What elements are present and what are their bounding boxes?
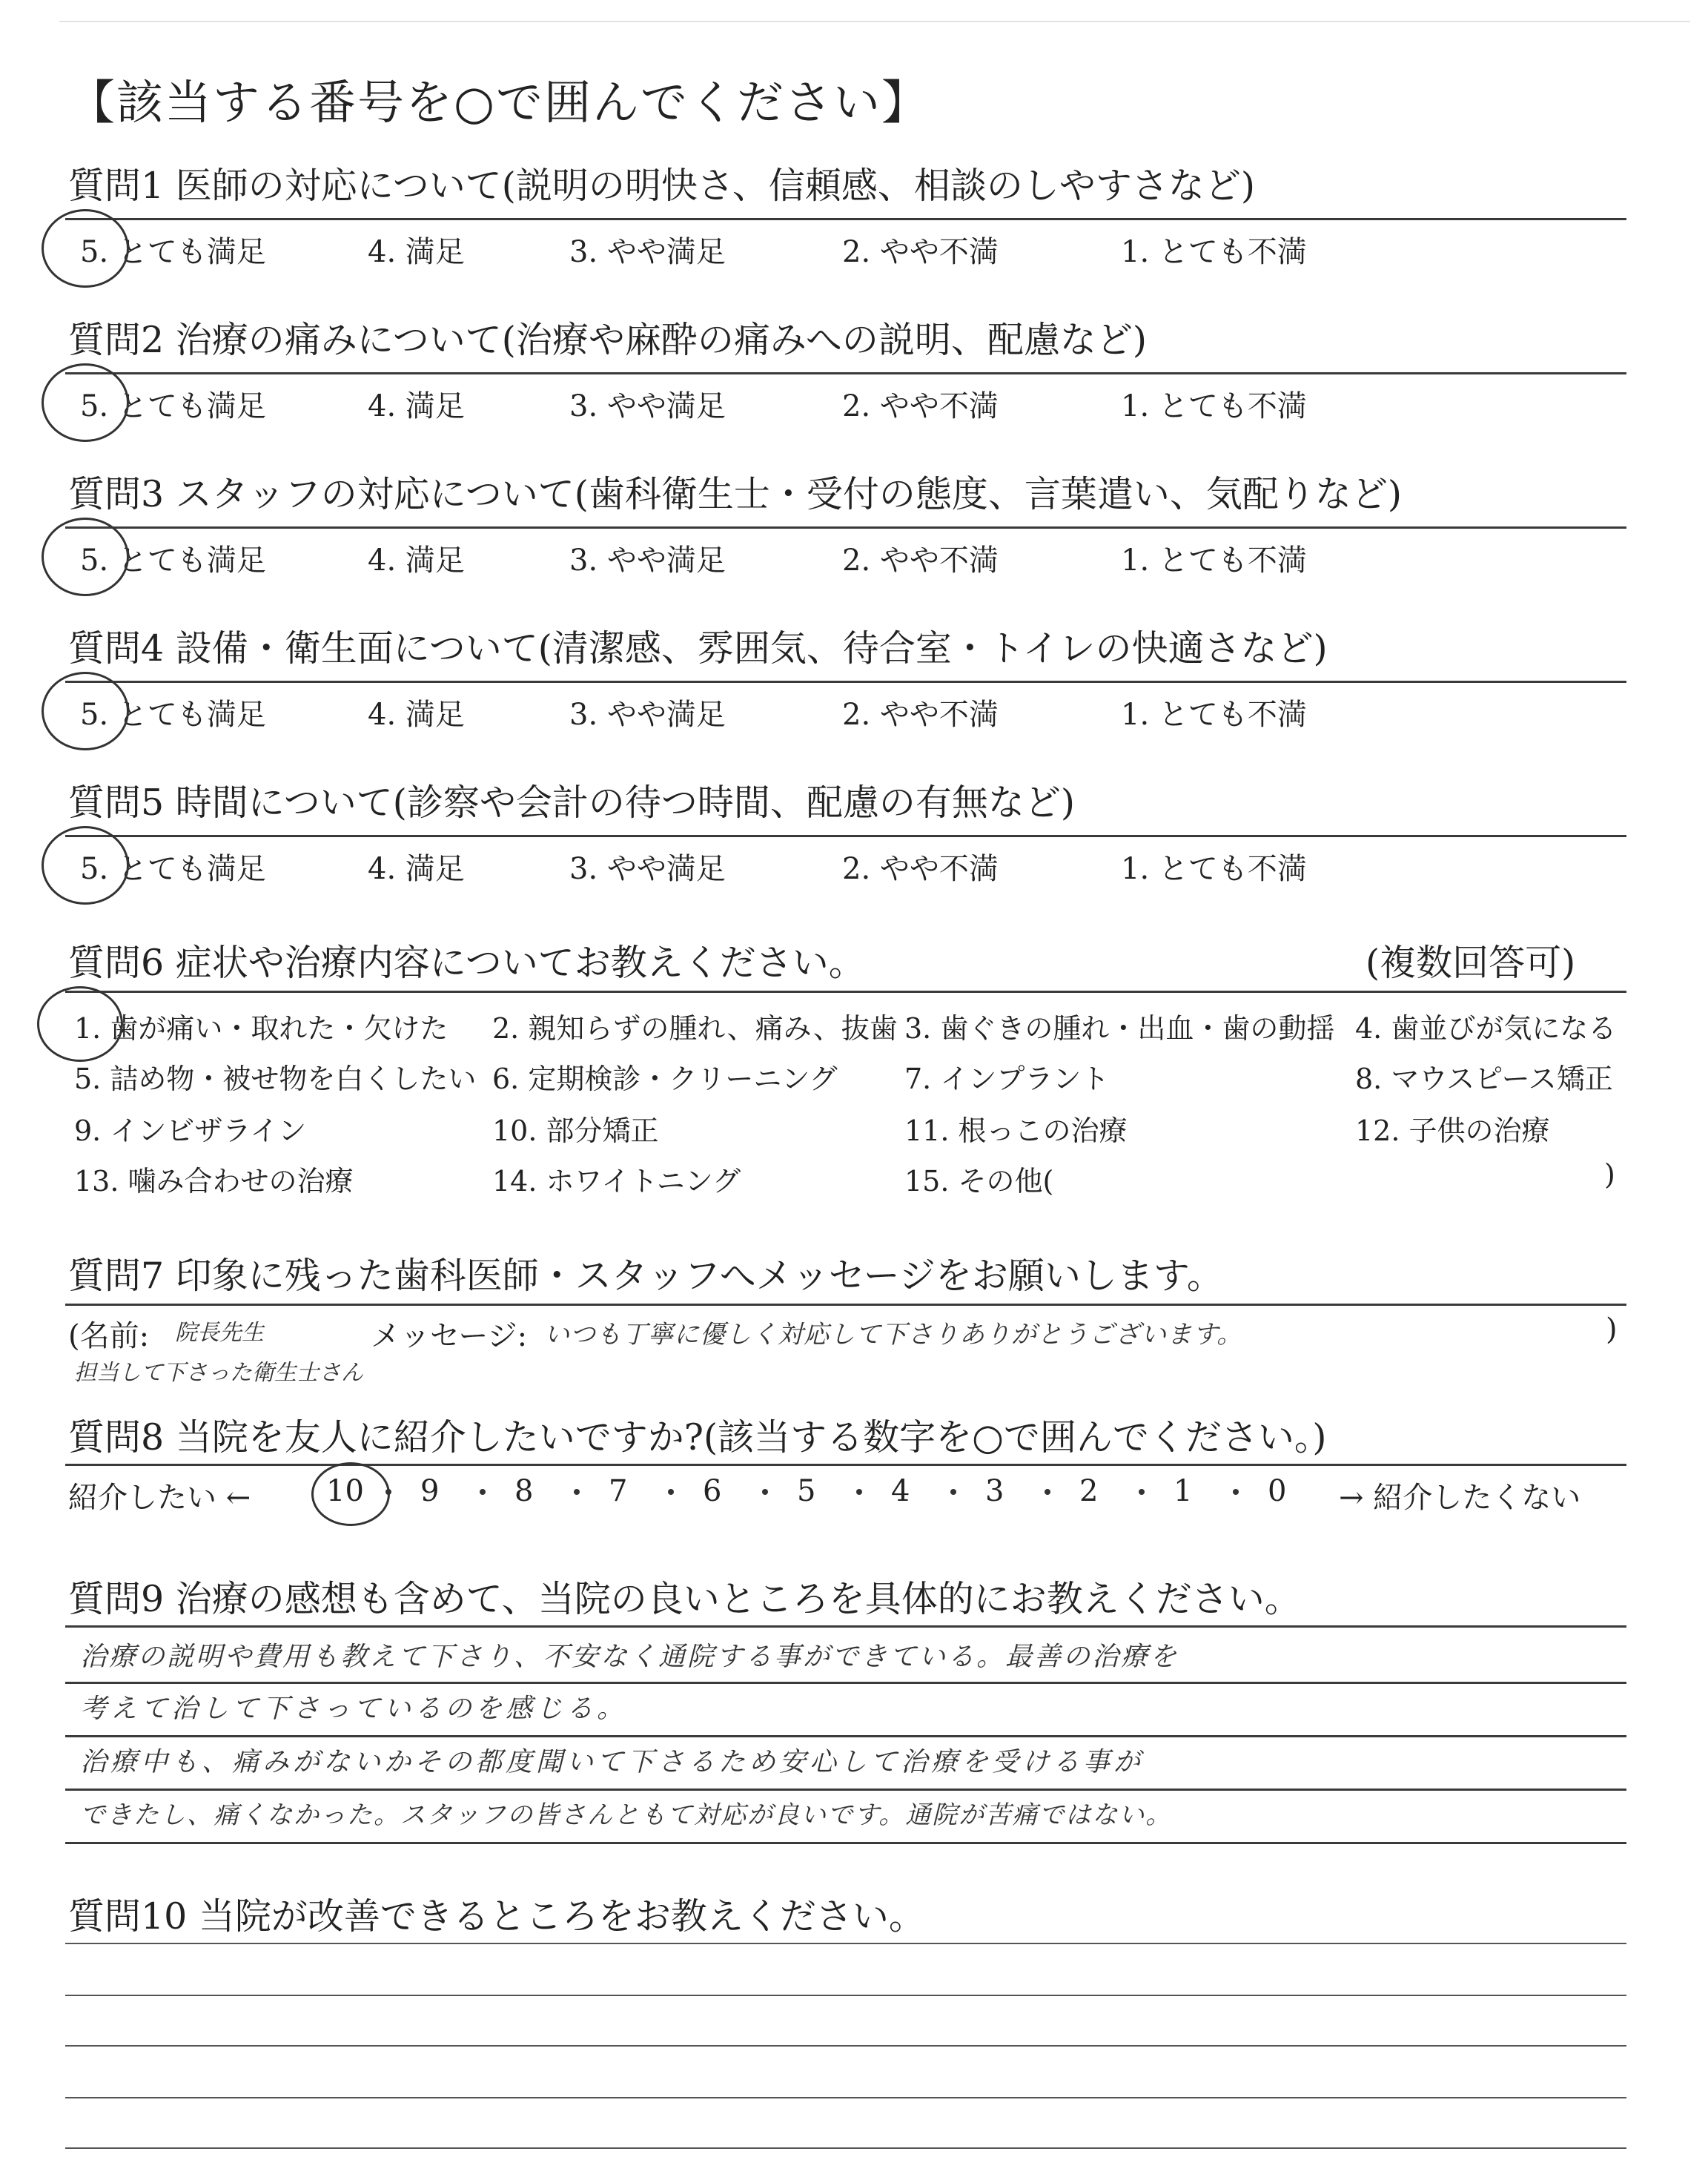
q8-title: 質問8 当院を友人に紹介したいですか?(該当する数字を○で囲んでください。) (68, 1416, 1327, 1459)
q6-option-10[interactable]: 10. 部分矯正 (492, 1114, 659, 1147)
q9-rule (65, 1682, 1626, 1684)
q1-option-4[interactable]: 4. 満足 (368, 235, 465, 269)
q8-scale-dot (762, 1489, 768, 1495)
q4-selection-circle (42, 672, 129, 750)
q3-option-2[interactable]: 2. やや不満 (842, 544, 999, 578)
q1-option-1[interactable]: 1. とても不満 (1121, 235, 1307, 269)
q9-answer-line-1[interactable]: 治療の説明や費用も教えて下さり、不安なく通院する事ができている。最善の治療を (80, 1642, 1179, 1672)
q2-option-5[interactable]: 5. とても満足 (80, 389, 266, 423)
q7-name-label: (名前: (68, 1319, 150, 1353)
page-heading: 【該当する番号を○で囲んでください】 (68, 76, 930, 130)
q9-rule (65, 1735, 1626, 1737)
q2-option-3[interactable]: 3. やや満足 (569, 389, 726, 423)
q1-option-5[interactable]: 5. とても満足 (80, 235, 266, 269)
q2-option-1[interactable]: 1. とても不満 (1121, 389, 1307, 423)
q8-scale-1[interactable]: 1 (1174, 1474, 1193, 1508)
q8-scale-9[interactable]: 9 (420, 1474, 440, 1508)
q10-rule (65, 2045, 1626, 2047)
q3-title: 質問3 スタッフの対応について(歯科衛生士・受付の態度、言葉遣い、気配りなど) (68, 473, 1403, 515)
q10-rule (65, 1943, 1626, 1944)
q9-answer-line-3[interactable]: 治療中も、痛みがないかその都度聞いて下さるため安心して治療を受ける事が (80, 1747, 1145, 1777)
q7-message-label: メッセージ: (371, 1319, 528, 1353)
q8-left-label: 紹介したい ← (68, 1481, 251, 1515)
q1-selection-circle (42, 209, 129, 288)
q4-option-4[interactable]: 4. 満足 (368, 698, 465, 732)
q6-option-15[interactable]: 15. その他( (904, 1165, 1054, 1198)
q8-selection-circle (311, 1462, 390, 1526)
q6-option-7[interactable]: 7. インプラント (904, 1063, 1110, 1095)
q8-scale-dot (856, 1489, 862, 1495)
q6-option-5[interactable]: 5. 詰め物・被せ物を白くしたい (74, 1063, 477, 1095)
q5-title: 質問5 時間について(診察や会計の待つ時間、配慮の有無など) (68, 782, 1076, 824)
q6-option-13[interactable]: 13. 噛み合わせの治療 (74, 1165, 354, 1198)
q6-selection-circle (37, 986, 123, 1062)
q8-scale-0[interactable]: 0 (1268, 1474, 1287, 1508)
q9-answer-line-4[interactable]: できたし、痛くなかった。スタッフの皆さんともて対応が良いです。通院が苦痛ではない。 (80, 1800, 1173, 1830)
q10-rule (65, 2147, 1626, 2149)
q4-rule (65, 681, 1626, 683)
q8-scale-5[interactable]: 5 (797, 1474, 816, 1508)
q6-option-4[interactable]: 4. 歯並びが気になる (1355, 1012, 1617, 1045)
q6-option-9[interactable]: 9. インビザライン (74, 1114, 307, 1147)
q8-scale-4[interactable]: 4 (891, 1474, 910, 1508)
q4-option-1[interactable]: 1. とても不満 (1121, 698, 1307, 732)
q5-option-5[interactable]: 5. とても満足 (80, 852, 266, 886)
q3-option-1[interactable]: 1. とても不満 (1121, 544, 1307, 578)
q10-rule (65, 2097, 1626, 2098)
q4-title: 質問4 設備・衛生面について(清潔感、雰囲気、待合室・トイレの快適さなど) (68, 627, 1328, 670)
q7-rule (65, 1304, 1626, 1306)
q5-option-4[interactable]: 4. 満足 (368, 852, 465, 886)
q8-scale-10[interactable]: 10 (326, 1474, 364, 1508)
q7-name-value-2[interactable]: 担当して下さった衛生士さん (74, 1360, 363, 1386)
q7-close-paren: ) (1606, 1312, 1618, 1347)
q2-selection-circle (42, 363, 129, 442)
q7-name-value[interactable]: 院長先生 (175, 1320, 264, 1346)
q2-option-2[interactable]: 2. やや不満 (842, 389, 999, 423)
q8-scale-3[interactable]: 3 (985, 1474, 1004, 1508)
q5-option-1[interactable]: 1. とても不満 (1121, 852, 1307, 886)
q8-scale-dot (574, 1489, 580, 1495)
q6-option-1[interactable]: 1. 歯が痛い・取れた・欠けた (74, 1012, 448, 1045)
q1-rule (65, 218, 1626, 220)
q6-option-6[interactable]: 6. 定期検診・クリーニング (492, 1063, 838, 1095)
q3-option-5[interactable]: 5. とても満足 (80, 544, 266, 578)
q8-scale-8[interactable]: 8 (514, 1474, 534, 1508)
q6-rule (65, 991, 1626, 993)
q6-title: 質問6 症状や治療内容についてお教えください。 (68, 942, 865, 984)
q9-answer-line-2[interactable]: 考えて治して下さっているのを感じる。 (80, 1694, 628, 1724)
q8-scale-6[interactable]: 6 (703, 1474, 722, 1508)
q6-option-2[interactable]: 2. 親知らずの腫れ、痛み、抜歯 (492, 1012, 898, 1045)
q8-scale-dot (950, 1489, 956, 1495)
q6-option-14[interactable]: 14. ホワイトニング (492, 1165, 741, 1198)
q6-option-12[interactable]: 12. 子供の治療 (1355, 1114, 1550, 1147)
q10-title: 質問10 当院が改善できるところをお教えください。 (68, 1895, 925, 1938)
q4-option-3[interactable]: 3. やや満足 (569, 698, 726, 732)
q6-other-close: ) (1604, 1158, 1615, 1191)
q9-title: 質問9 治療の感想も含めて、当院の良いところを具体的にお教えください。 (68, 1578, 1301, 1620)
q3-option-4[interactable]: 4. 満足 (368, 544, 465, 578)
q1-title: 質問1 医師の対応について(説明の明快さ、信頼感、相談のしやすさなど) (68, 165, 1256, 207)
q7-message-value[interactable]: いつも丁寧に優しく対応して下さりありがとうございます。 (544, 1320, 1243, 1350)
q9-rule (65, 1842, 1626, 1844)
q8-scale-dot (1233, 1489, 1239, 1495)
q9-rule (65, 1625, 1626, 1628)
q1-option-2[interactable]: 2. やや不満 (842, 235, 999, 269)
q3-selection-circle (42, 518, 129, 596)
q8-scale-dot (480, 1489, 486, 1495)
q8-scale-dot (668, 1489, 674, 1495)
q8-scale-2[interactable]: 2 (1079, 1474, 1099, 1508)
q8-scale-dot (1045, 1489, 1050, 1495)
q5-rule (65, 835, 1626, 837)
q6-option-11[interactable]: 11. 根っこの治療 (904, 1114, 1128, 1147)
q6-option-3[interactable]: 3. 歯ぐきの腫れ・出血・歯の動揺 (904, 1012, 1335, 1045)
q6-note: (複数回答可) (1366, 942, 1576, 984)
q2-rule (65, 372, 1626, 374)
q3-option-3[interactable]: 3. やや満足 (569, 544, 726, 578)
q5-option-3[interactable]: 3. やや満足 (569, 852, 726, 886)
q5-selection-circle (42, 826, 129, 905)
q2-option-4[interactable]: 4. 満足 (368, 389, 465, 423)
q3-rule (65, 526, 1626, 529)
q1-option-3[interactable]: 3. やや満足 (569, 235, 726, 269)
page-top-edge (59, 21, 1690, 22)
q8-scale-dot (1139, 1489, 1145, 1495)
q4-option-5[interactable]: 5. とても満足 (80, 698, 266, 732)
q8-rule (65, 1464, 1626, 1466)
q7-title: 質問7 印象に残った歯科医師・スタッフへメッセージをお願いします。 (68, 1255, 1223, 1297)
q6-option-8[interactable]: 8. マウスピース矯正 (1355, 1063, 1613, 1095)
q4-option-2[interactable]: 2. やや不満 (842, 698, 999, 732)
q8-right-label: → 紹介したくない (1339, 1481, 1581, 1515)
q5-option-2[interactable]: 2. やや不満 (842, 852, 999, 886)
q2-title: 質問2 治療の痛みについて(治療や麻酔の痛みへの説明、配慮など) (68, 319, 1148, 361)
q8-scale-7[interactable]: 7 (609, 1474, 628, 1508)
q9-rule (65, 1789, 1626, 1791)
q10-rule (65, 1995, 1626, 1996)
